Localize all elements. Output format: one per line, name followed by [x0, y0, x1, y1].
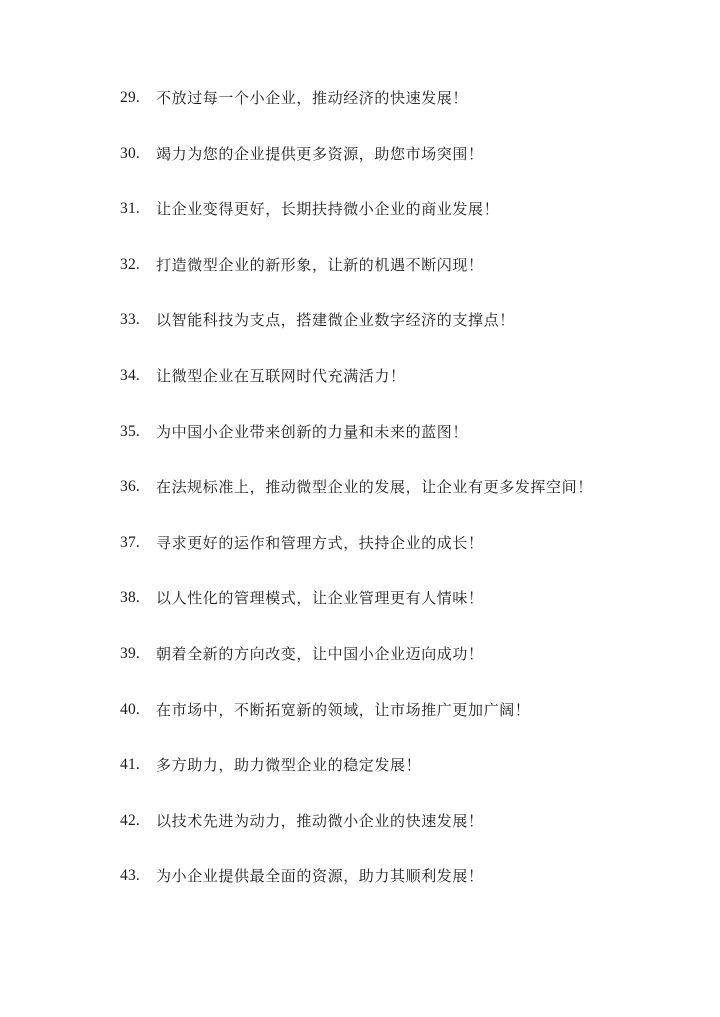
item-number: 32.: [120, 255, 140, 273]
list-item: [120, 864, 700, 920]
slogan-list: [120, 86, 700, 920]
item-number: 40.: [120, 700, 140, 718]
list-item: [120, 698, 700, 754]
list-item: [120, 86, 700, 142]
item-number: 39.: [120, 644, 140, 662]
item-number: 35.: [120, 422, 140, 440]
item-number: 30.: [120, 144, 140, 162]
list-item: [120, 142, 700, 198]
item-text: 以人性化的管理模式，让企业管理更有人情味！: [156, 589, 484, 608]
item-number: 34.: [120, 366, 140, 384]
item-text: 让微型企业在互联网时代充满活力！: [156, 366, 406, 385]
item-text: 多方助力，助力微型企业的稳定发展！: [156, 756, 422, 775]
item-text: 寻求更好的运作和管理方式，扶持企业的成长！: [156, 533, 484, 552]
item-text: 以技术先进为动力，推动微小企业的快速发展！: [156, 811, 484, 830]
list-item: [120, 642, 700, 698]
item-number: 38.: [120, 589, 140, 607]
item-number: 43.: [120, 867, 140, 885]
item-number: 31.: [120, 200, 140, 218]
item-number: 36.: [120, 478, 140, 496]
item-text: 打造微型企业的新形象，让新的机遇不断闪现！: [156, 255, 484, 274]
item-number: 41.: [120, 756, 140, 774]
list-item: [120, 531, 700, 587]
list-item: [120, 586, 700, 642]
item-number: 37.: [120, 533, 140, 551]
item-number: 29.: [120, 89, 140, 106]
list-item: [120, 475, 700, 531]
item-text: 让企业变得更好，长期扶持微小企业的商业发展！: [156, 200, 500, 219]
list-item: [120, 420, 700, 476]
list-item: [120, 364, 700, 420]
list-item: [120, 197, 700, 253]
item-text: 不放过每一个小企业，推动经济的快速发展！: [156, 89, 469, 107]
list-item: [120, 809, 700, 865]
list-item: [120, 753, 700, 809]
item-number: 42.: [120, 811, 140, 829]
list-item: [120, 308, 700, 364]
item-text: 朝着全新的方向改变，让中国小企业迈向成功！: [156, 644, 484, 663]
item-text: 以智能科技为支点，搭建微企业数字经济的支撑点！: [156, 311, 515, 330]
item-text: 为中国小企业带来创新的力量和未来的蓝图！: [156, 422, 469, 441]
item-text: 为小企业提供最全面的资源，助力其顺利发展！: [156, 867, 484, 886]
item-text: 在市场中，不断拓宽新的领域，让市场推广更加广阔！: [156, 700, 531, 719]
item-text: 竭力为您的企业提供更多资源，助您市场突围！: [156, 144, 484, 163]
list-item: [120, 253, 700, 309]
item-number: 33.: [120, 311, 140, 329]
item-text: 在法规标准上，推动微型企业的发展，让企业有更多发挥空间！: [156, 478, 593, 497]
